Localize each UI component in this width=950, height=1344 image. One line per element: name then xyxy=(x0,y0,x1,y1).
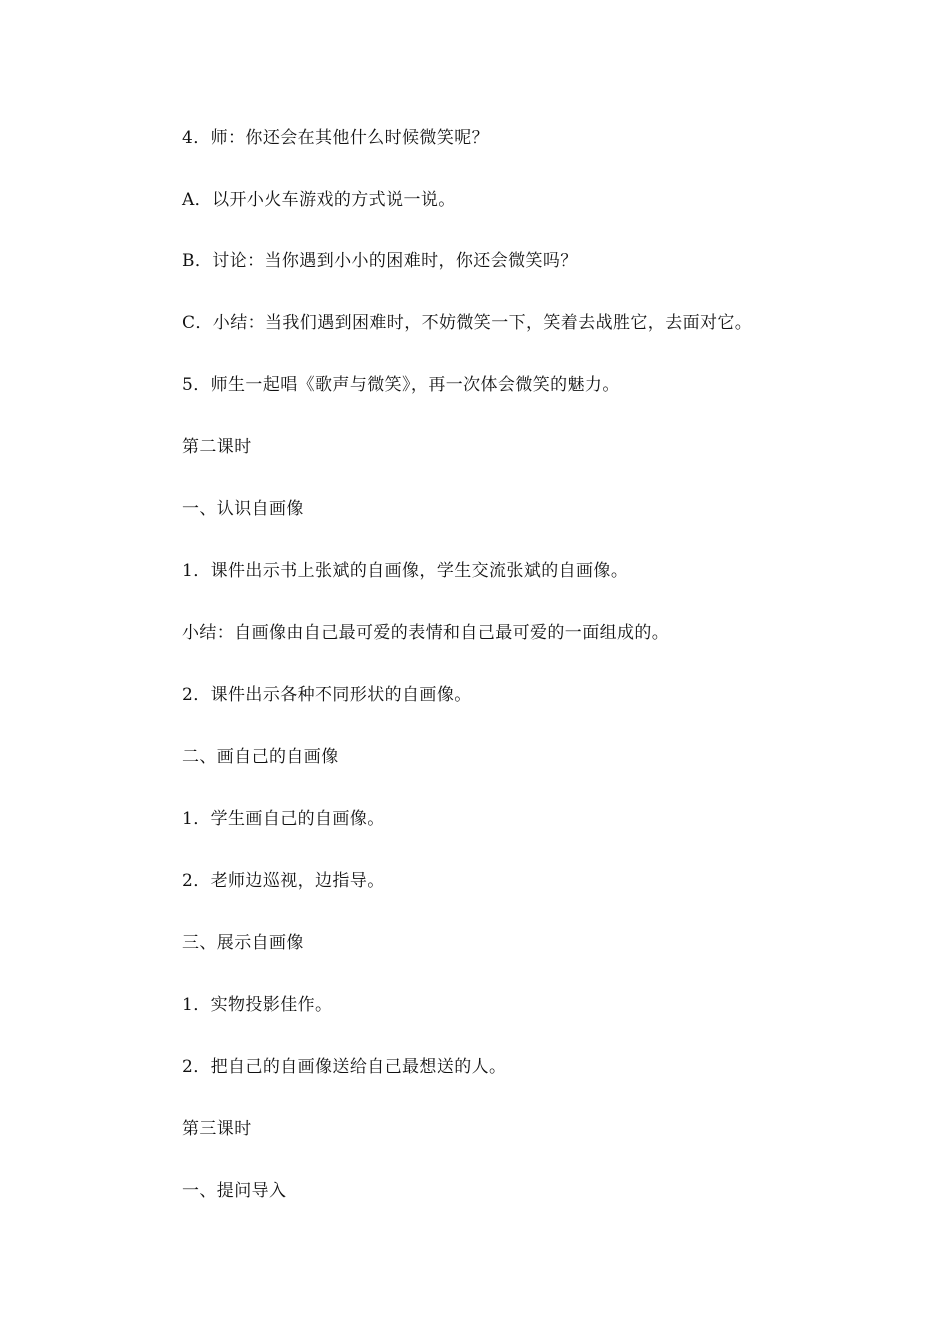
subheading-question-intro: 一、提问导入 xyxy=(182,1181,287,1201)
paragraph-step-2: 2．课件出示各种不同形状的自画像。 xyxy=(182,685,472,705)
paragraph-draw-step-2: 2．老师边巡视，边指导。 xyxy=(182,871,385,891)
paragraph-question-4: 4．师：你还会在其他什么时候微笑呢？ xyxy=(182,128,490,148)
paragraph-show-step-2: 2．把自己的自画像送给自己最想送的人。 xyxy=(182,1057,507,1077)
paragraph-show-step-1: 1．实物投影佳作。 xyxy=(182,995,333,1015)
subheading-recognize-self-portrait: 一、认识自画像 xyxy=(182,499,304,519)
section-heading-lesson-3: 第三课时 xyxy=(182,1119,252,1139)
subheading-show-self-portrait: 三、展示自画像 xyxy=(182,933,304,953)
paragraph-step-1: 1．课件出示书上张斌的自画像，学生交流张斌的自画像。 xyxy=(182,561,629,581)
paragraph-item-c: C．小结：当我们遇到困难时，不妨微笑一下，笑着去战胜它，去面对它。 xyxy=(182,313,753,333)
paragraph-item-5: 5．师生一起唱《歌声与微笑》，再一次体会微笑的魅力。 xyxy=(182,375,620,395)
subheading-draw-self-portrait: 二、画自己的自画像 xyxy=(182,747,339,767)
paragraph-item-a: A．以开小火车游戏的方式说一说。 xyxy=(182,190,456,210)
paragraph-draw-step-1: 1．学生画自己的自画像。 xyxy=(182,809,385,829)
paragraph-summary: 小结：自画像由自己最可爱的表情和自己最可爱的一面组成的。 xyxy=(182,623,670,643)
section-heading-lesson-2: 第二课时 xyxy=(182,437,252,457)
paragraph-item-b: B．讨论：当你遇到小小的困难时，你还会微笑吗？ xyxy=(182,251,578,271)
